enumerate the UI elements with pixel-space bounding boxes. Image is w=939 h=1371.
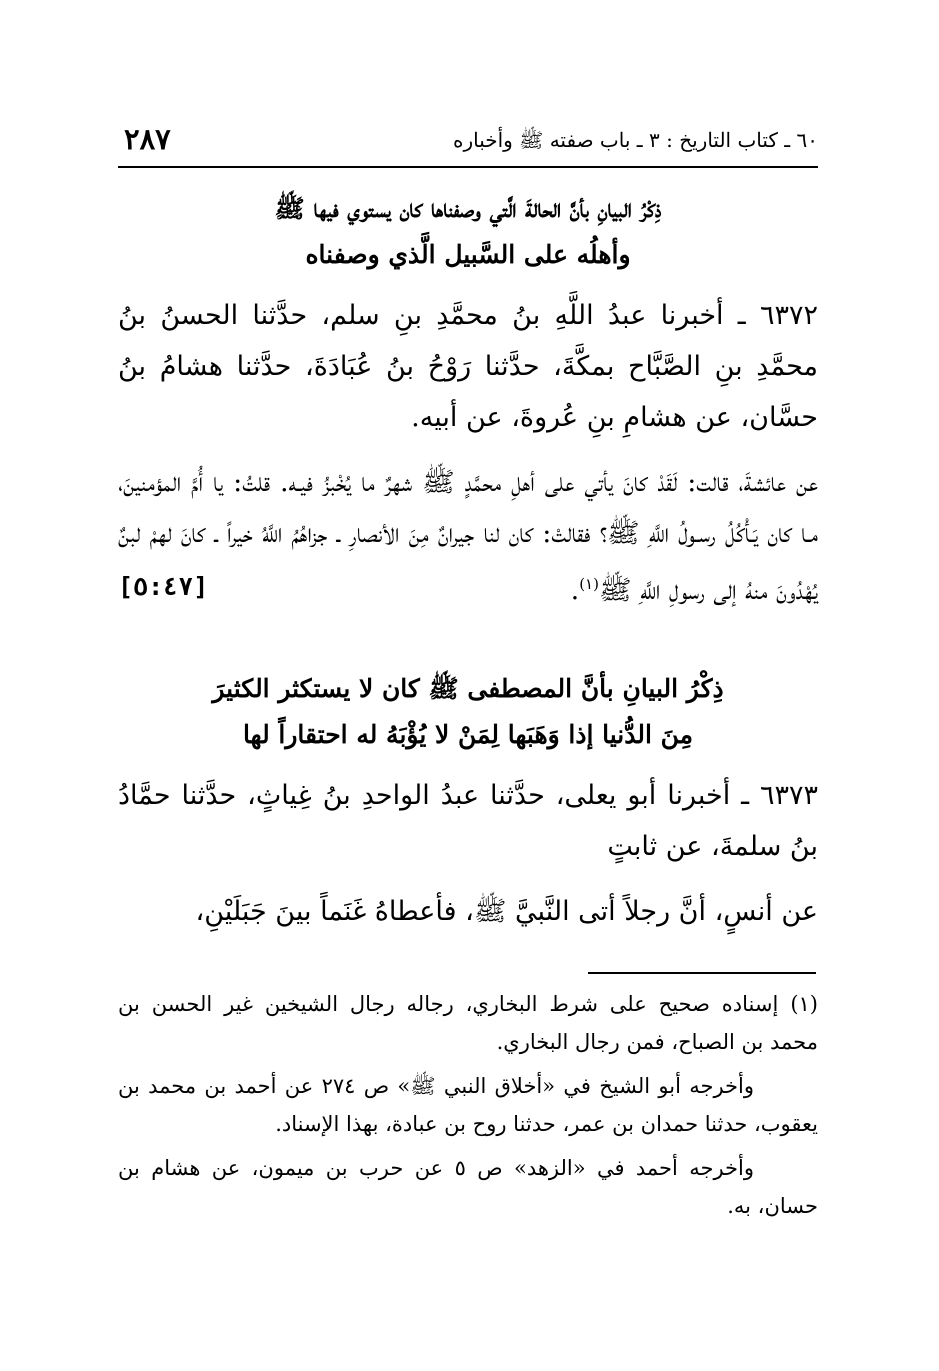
matn-end: . (570, 575, 580, 606)
hadith-6373-isnad: ٦٣٧٣ ـ أخبرنا أبو يعلى، حدَّثنا عبدُ الواحدِ بنُ غِياثٍ، حدَّثنا حمَّادُ بنُ سلمةَ، عن ثابتٍ (118, 780, 818, 862)
running-title: ٦٠ ـ كتاب التاريخ : ٣ ـ باب صفته ﷺ وأخباره (452, 128, 818, 152)
heading-line: ذِكْرُ البيانِ بأنَّ المصطفى ﷺ كان لا يستكثر الكثيرَ (212, 674, 724, 703)
page-number: ٢٨٧ (124, 122, 171, 156)
footnote-text: إسناده صحيح على شرط البخاري، رجاله رجال الشيخين غير الحسن بن محمد بن الصباح، فمن رجال البخاري. (118, 992, 818, 1054)
section-2-heading (118, 666, 818, 758)
hadith-reference: [٥:٤٧] (118, 572, 209, 601)
matn-text: عن عائشةَ، قالت: لَقَدْ كانَ يأتي على أهلِ محمَّدٍ ﷺ شهرٌ ما يُخْبزُ فيـه. قلتُ: يا أُمَّ المؤمنينَ، مـا كان يَـأْكُلُ رسـولُ اللَّهِ ﷺ؟ فقالتْ: كان لنا جيرانٌ مِنَ الأنصارِ ـ جزاهُمُ اللَّهُ خيراً ـ كانَ لهمْ لبنٌ يُهْدُونَ منهُ إلى رسولِ اللَّهِ ﷺ (118, 467, 818, 606)
heading-line: ذِكْرُ البيانِ بأنَّ الحالةَ الَّتي وصفناها كان يستوي فيها ﷺ (274, 194, 662, 223)
footnote-separator (588, 972, 816, 974)
hadith-6372-matn (118, 457, 818, 616)
footnote (118, 985, 818, 1061)
footnote-text: وأخرجه أبو الشيخ في «أخلاق النبي ﷺ» ص ٢٧٤ عن أحمد بن محمد بن يعقوب، حدثنا حمدان بن عمر، حدثنا روح بن عبادة، بهذا الإسناد. (118, 1074, 818, 1136)
footnote (118, 1067, 818, 1143)
hadith-6373-matn: عن أنسٍ، أنَّ رجلاً أتى النَّبيَّ ﷺ، فأعطاهُ غَنَماً بينَ جَبَلَيْنِ، (195, 896, 818, 927)
footnotes (118, 985, 818, 1231)
header-rule (118, 166, 818, 168)
page-header (118, 120, 818, 164)
hadith-6372-isnad: ٦٣٧٢ ـ أخبرنا عبدُ اللَّهِ بنُ محمَّدِ بنِ سلم، حدَّثنا الحسنُ بنُ محمَّدِ بنِ الصَّبَّاح بمكَّةَ، حدَّثنا رَوْحُ بنُ عُبَادَةَ، حدَّثنا هشامُ بنُ حسَّان، عن هشامِ بنِ عُروةَ، عن أبيه. (118, 300, 818, 433)
section-2 (118, 666, 818, 937)
footnote-number: (١) (790, 992, 818, 1016)
heading-line: مِنَ الدُّنيا إذا وَهَبَها لِمَنْ لا يُؤْبَهُ له احتقاراً لها (242, 720, 694, 749)
footnote-marker: (١) (579, 575, 599, 593)
footnote-text: وأخرجه أحمد في «الزهد» ص ٥ عن حرب بن ميمون، عن هشام بن حسان، به. (118, 1156, 818, 1218)
section-1 (118, 186, 818, 616)
section-1-heading (118, 186, 818, 278)
footnote (118, 1149, 818, 1225)
heading-line: وأهلُه على السَّبيل الَّذي وصفناه (305, 240, 631, 269)
